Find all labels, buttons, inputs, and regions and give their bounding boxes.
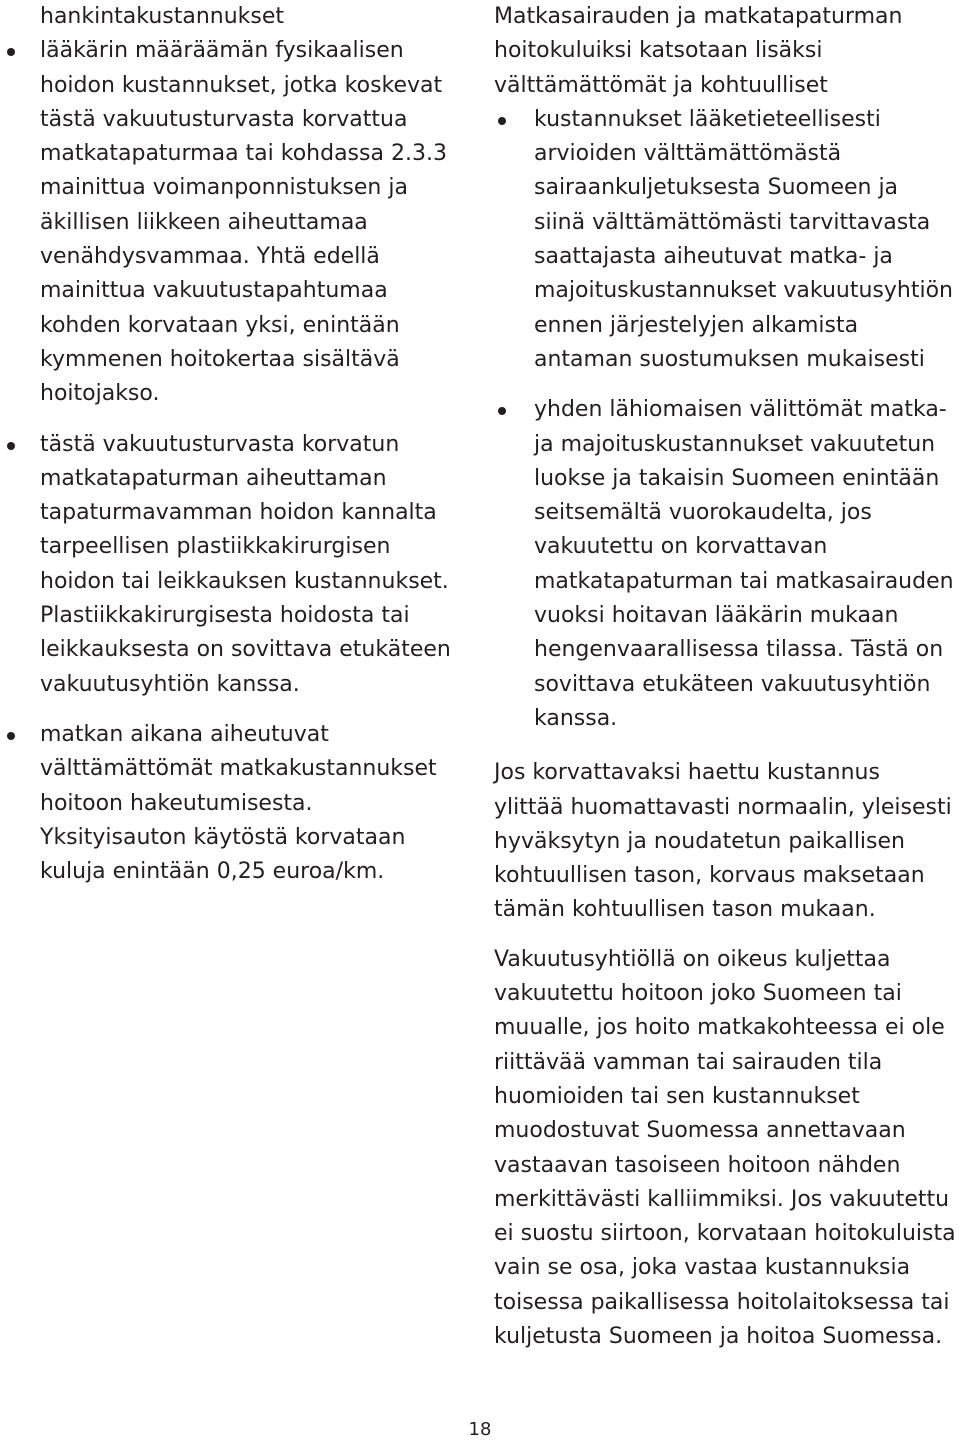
bullet-icon bbox=[498, 407, 506, 415]
left-intro-text: hankintakustannukset bbox=[40, 4, 285, 29]
left-column bbox=[40, 0, 460, 889]
bullet-icon bbox=[7, 732, 15, 740]
paragraph-reasonable-cost: Jos korvattavaksi haettu kustannus ylittää huomattavasti normaalin, yleisesti hyväksytyn ja noudatetun paikallisen kohtuullisen tason, korvaus maksetaan tämän kohtuullisen tason mukaan. bbox=[494, 760, 952, 923]
list-item-text: tästä vakuutusturvasta korvatun matkatapaturman aiheuttaman tapaturmavamman hoidon kannalta tarpeellisen plastiikkakirurgisen hoidon tai leikkauksen kustannukset. Plastiikkakirurgisesta hoidosta tai leikkauksesta on sovittava etukäteen vakuutusyhtiön kanssa. bbox=[40, 431, 451, 697]
bullet-icon bbox=[7, 442, 15, 450]
paragraph-transport-right: Vakuutusyhtiöllä on oikeus kuljettaa vakuutettu hoitoon joko Suomeen tai muualle, jos hoito matkakohteessa ei ole riittävää vamman tai sairauden tila huomioiden tai sen kustannukset muodostuvat Suomessa annettavaan vastaavan tasoiseen hoitoon nähden merkittävästi kalliimmiksi. Jos vakuutettu ei suostu siirtoon, korvataan hoitokuluista vain se osa, joka vastaa kustannuksia toisessa paikallisessa hoitolaitoksessa tai kuljetusta Suomeen ja hoitoa Suomessa. bbox=[494, 946, 956, 1349]
list-item-text: yhden lähiomaisen välittömät matka- ja majoituskustannukset vakuutetun luokse ja takaisin Suomeen enintään seitsemältä vuorokaudelta, jos vakuutettu on korvattavan matkatapaturman tai matkasairauden vuoksi hoitavan lääkärin mukaan hengenvaarallisessa tilassa. Tästä on sovittava etukäteen vakuutusyhtiön kanssa. bbox=[534, 397, 954, 731]
list-item-text: lääkärin määräämän fysikaalisen hoidon kustannukset, jotka koskevat tästä vakuutusturvasta korvattua matkatapaturmaa tai kohdassa 2.3.3 mainittua voimanponnistuksen ja äkillisen liikkeen aiheuttamaa venähdysvammaa. Yhtä edellä mainittua vakuutustapahtumaa kohden korvataan yksi, enintään kymmenen hoitokertaa sisältävä hoitojakso. bbox=[40, 38, 447, 407]
list-item-text: matkan aikana aiheutuvat välttämättömät matkakustannukset hoitoon hakeutumisesta. Yksityisauton käytöstä korvataan kuluja enintään 0,25 euroa/km. bbox=[40, 721, 437, 885]
bullet-icon bbox=[498, 117, 506, 125]
list-item bbox=[534, 103, 956, 377]
right-bullet-list bbox=[494, 103, 956, 736]
list-item-text: kustannukset lääketieteellisesti arvioiden välttämättömästä sairaankuljetuksesta Suomeen ja siinä välttämättömästi tarvittavasta saattajasta aiheutuvat matka- ja majoituskustannukset vakuutusyhtiön ennen järjestelyjen alkamista antaman suostumuksen mukaisesti bbox=[534, 106, 953, 372]
right-column bbox=[494, 0, 956, 1354]
list-item bbox=[40, 428, 460, 702]
bullet-icon bbox=[7, 48, 15, 56]
list-item bbox=[40, 718, 460, 889]
list-item bbox=[534, 393, 956, 736]
right-intro-text: Matkasairauden ja matkatapaturman hoitokuluiksi katsotaan lisäksi välttämättömät ja kohtuulliset bbox=[494, 4, 903, 98]
left-bullet-list bbox=[40, 34, 460, 889]
list-item bbox=[40, 34, 460, 411]
page-number: 18 bbox=[468, 1419, 492, 1440]
